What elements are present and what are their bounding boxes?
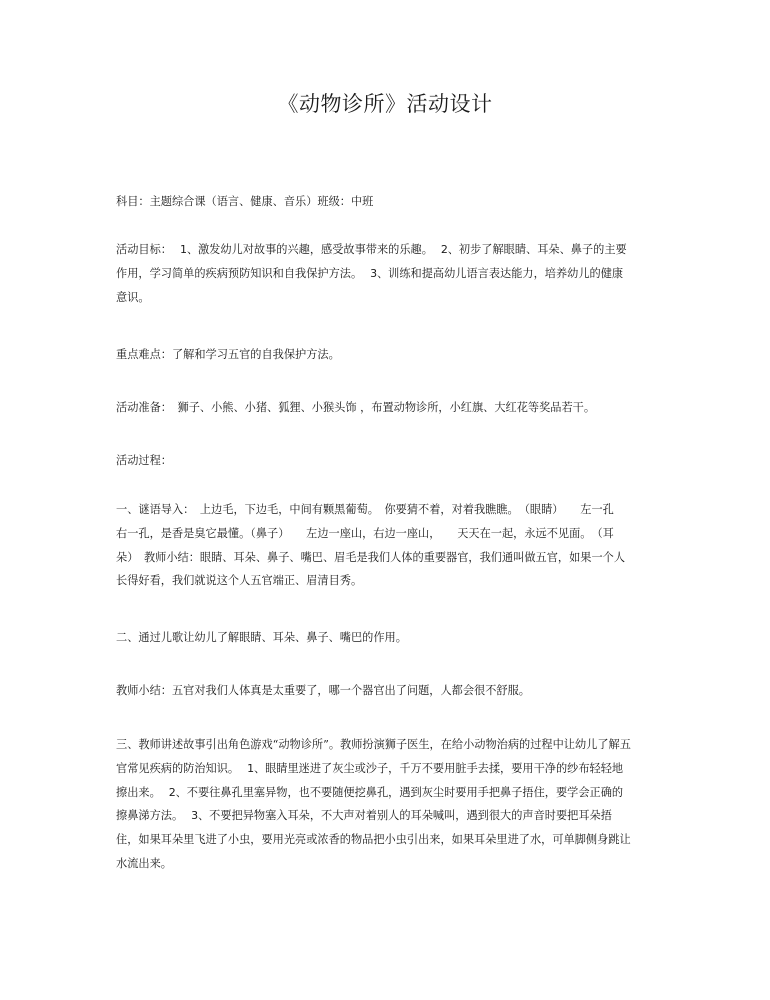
goal-1-text: 激发幼儿对故事的兴趣，感受故事带来的乐趣。 [197,243,433,256]
section-3-line-1: 三、教师讲述故事引出角色游戏“动物诊所”。教师扮演狮子医生，在给小动物治病的过程中让幼儿了解五 [116,738,631,751]
goals-label: 活动目标： [116,243,172,256]
section-3-line-5: 住，如果耳朵里飞进了小虫，要用光亮或浓香的物品把小虫引出来，如果耳朵里进了水，可单脚侧身跳让 [116,833,631,847]
key-points-paragraph [116,343,656,367]
subject-line [116,190,656,214]
goal-3-number: 3、 [370,266,389,280]
section-3-line-2-a: 官常见疾病的防治知识。 [116,761,240,775]
section-3-line-2 [116,757,656,781]
goals-line-3: 意识。 [116,290,150,304]
goals-line-2 [116,262,656,286]
subject-text: 科目：主题综合课（语言、健康、音乐）班级：中班 [116,195,374,208]
section-3-line-4-b: 不要把异物塞入耳朵，不大声对着别人的耳朵喊叫，遇到很大的声音时要把耳朵捂 [209,809,612,823]
goal-1-number: 1、 [179,243,198,256]
section-3-line-3-b: 不要往鼻孔里塞异物，也不要随便挖鼻孔，遇到灰尘时要用手把鼻子捂住，要学会正确的 [186,785,624,799]
tip-1-number: 1、 [247,761,266,775]
section-1-paragraph [116,498,656,593]
tip-2-number: 2、 [168,785,187,799]
section-1-line-3: 朵） 教师小结：眼睛、耳朵、鼻子、嘴巴、眉毛是我们人体的重要器官，我们通叫做五官，如果一个人 [116,550,626,564]
goal-2-text-b: 作用，学习简单的疾病预防知识和自我保护方法。 [116,266,363,280]
document-title: 《动物诊所》活动设计 [277,92,493,116]
teacher-summary-text: 教师小结：五官对我们人体真是太重要了，哪一个器官出了问题，人都会很不舒服。 [116,684,530,697]
section-2-paragraph [116,626,656,650]
process-heading-text: 活动过程： [116,454,172,467]
section-3-line-4 [116,804,656,828]
goal-3-text-a: 训练和提高幼儿语言表达能力，培养幼儿的健康 [388,266,624,280]
section-3-line-4-a: 擦鼻涕方法。 [116,809,184,823]
preparation-paragraph [116,396,656,420]
section-2-text: 二、通过儿歌让幼儿了解眼睛、耳朵、鼻子、嘴巴的作用。 [116,631,407,644]
section-3-paragraph [116,733,656,876]
key-points-text: 重点难点：了解和学习五官的自我保护方法。 [116,348,340,361]
tip-3-number: 3、 [191,809,210,823]
section-3-line-6: 水流出来。 [116,856,172,870]
process-heading [116,449,656,473]
section-1-line-2: 右一孔，是香是臭它最懂。（鼻子） 左边一座山，右边一座山， 天天在一起，永远不见面。 （耳 [116,526,614,540]
goals-line-1 [116,238,656,262]
section-1-line-1: 一、谜语导入： 上边毛，下边毛，中间有颗黑葡萄。 你要猜不着，对着我瞧瞧。 （眼睛） 左一孔 [116,503,614,516]
section-3-line-2-b: 眼睛里迷进了灰尘或沙子，千万不要用脏手去揉，要用干净的纱布轻轻地 [265,761,624,775]
preparation-text: 活动准备： 狮子、小熊、小猪、狐狸、小猴头饰 ，布置动物诊所，小红旗、大红花等奖品若干。 [116,401,596,414]
goals-paragraph [116,238,656,309]
section-3-line-3 [116,781,656,805]
section-3-line-3-a: 擦出来。 [116,785,161,799]
goal-2-text-a: 初步了解眼睛、耳朵、鼻子的主要 [458,243,627,256]
section-1-line-4: 长得好看，我们就说这个人五官端正、眉清目秀。 [116,574,363,588]
teacher-summary-paragraph [116,679,656,703]
goal-2-number: 2、 [440,243,459,256]
